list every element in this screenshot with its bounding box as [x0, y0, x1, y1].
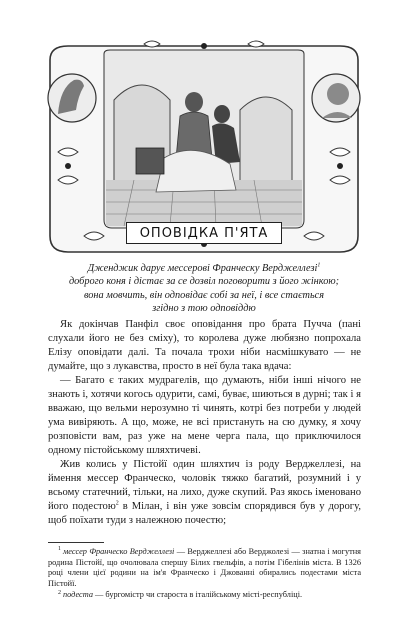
paragraph: Жив колись у Пістойї один шляхтич із роду Верджеллезі, на ймення мессер Франческо, чоловік тяжко багатий, розумний і у всьому статечний, тільки, на лихо, дуже скупий. Раз якось іменовано його подестою$^2$ в Мілан, і він уже зовсім спорядився був у дорогу, щоб поїхати туди з належною почестю;	[48, 459, 361, 526]
paragraph: — Багато є таких мудрагелів, що думають, ніби інші нічого не знають і, хотячи когось одурити, самі, буває, шиються в дурні; так і я вважаю, що вельми нерозумно ті чинять, котрі без потреби у людей ума вивіряють. А що, може, не всі пристануть на сю думку, я хочу розповісти вам, раз уже на мене черга пала, що приключилося одному пістойському шляхтичеві.	[48, 375, 361, 456]
summary-line-3: вона мовчить, він одповідає собі за неї, і все стається	[83, 289, 325, 301]
footnote-1: $^1$ мессер Франческо Верджеллезі — Верджеллезі або Верджолезі — знатна і могутня родина Пістойї, що очолювала спершу Білих гвельфів, а потім Гібелінів міста. В 1326 році члени цієї родини на ім'я Франческо і Джованні обирались подестами міста Пістойї.	[48, 546, 361, 588]
summary-line-2: доброго коня і дістає за се дозвіл поговорити з його жінкою;	[68, 276, 340, 288]
summary-line-4: згідно з тою одповіддю	[152, 303, 256, 315]
chapter-title: ОПОВІДКА П'ЯТА	[126, 222, 282, 244]
body-text	[48, 318, 361, 528]
chapter-summary	[58, 262, 350, 316]
footnote-ref-1: 1	[317, 262, 321, 269]
footnote-divider	[48, 542, 104, 543]
footnote-2: $^2$ подеста — бургомістр чи староста в італійському місті-республіці.	[58, 589, 303, 600]
footnotes	[48, 547, 361, 602]
footnote-ref-2: 2	[115, 500, 119, 507]
summary-line-1: Дженджик дарує мессерові Франческу Верджеллезі$^1$	[87, 262, 321, 274]
paragraph: Як докінчав Панфіл своє оповідання про брата Пучча (пані слухали його не без сміху), то королева дуже любязно попрохала Елізу оповідати далі. Та почала трохи ніби насмішкувато — не думайте, що з лукавства, просто в неї була така вдача:	[48, 319, 361, 372]
